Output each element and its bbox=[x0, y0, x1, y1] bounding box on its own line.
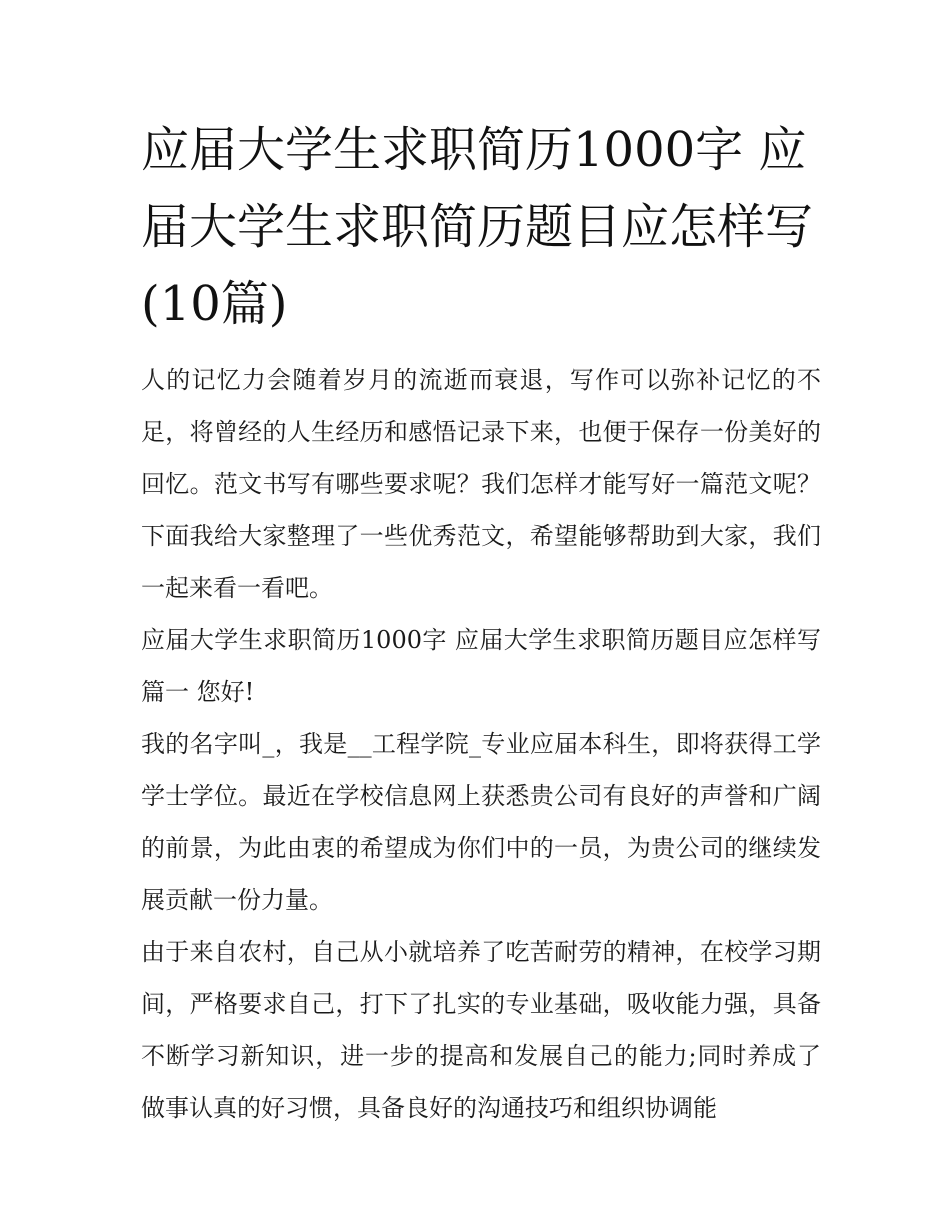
paragraph-background: 由于来自农村，自己从小就培养了吃苦耐劳的精神，在校学习期间，严格要求自己，打下了扎实的专业基础，吸收能力强，具备不断学习新知识，进一步的提高和发展自己的能力;同时养成了做事认真的好习惯，具备良好的沟通技巧和组织协调能 bbox=[141, 938, 821, 1122]
document-title: 应届大学生求职简历1000字 应届大学生求职简历题目应怎样写(10篇) bbox=[141, 122, 814, 332]
document-body bbox=[141, 354, 821, 1134]
paragraph-self-introduction: 我的名字叫_，我是__工程学院_专业应届本科生，即将获得工学学士学位。最近在学校信息网上获悉贵公司有良好的声誉和广阔的前景，为此由衷的希望成为你们中的一员，为贵公司的继续发展贡献一份力量。 bbox=[141, 730, 821, 914]
paragraph-intro: 人的记忆力会随着岁月的流逝而衰退，写作可以弥补记忆的不足，将曾经的人生经历和感悟记录下来，也便于保存一份美好的回忆。范文书写有哪些要求呢？我们怎样才能写好一篇范文呢？下面我给大家整理了一些优秀范文，希望能够帮助到大家，我们一起来看一看吧。 bbox=[141, 366, 821, 602]
paragraph-section-heading: 应届大学生求职简历1000字 应届大学生求职简历题目应怎样写篇一 您好! bbox=[141, 626, 821, 706]
